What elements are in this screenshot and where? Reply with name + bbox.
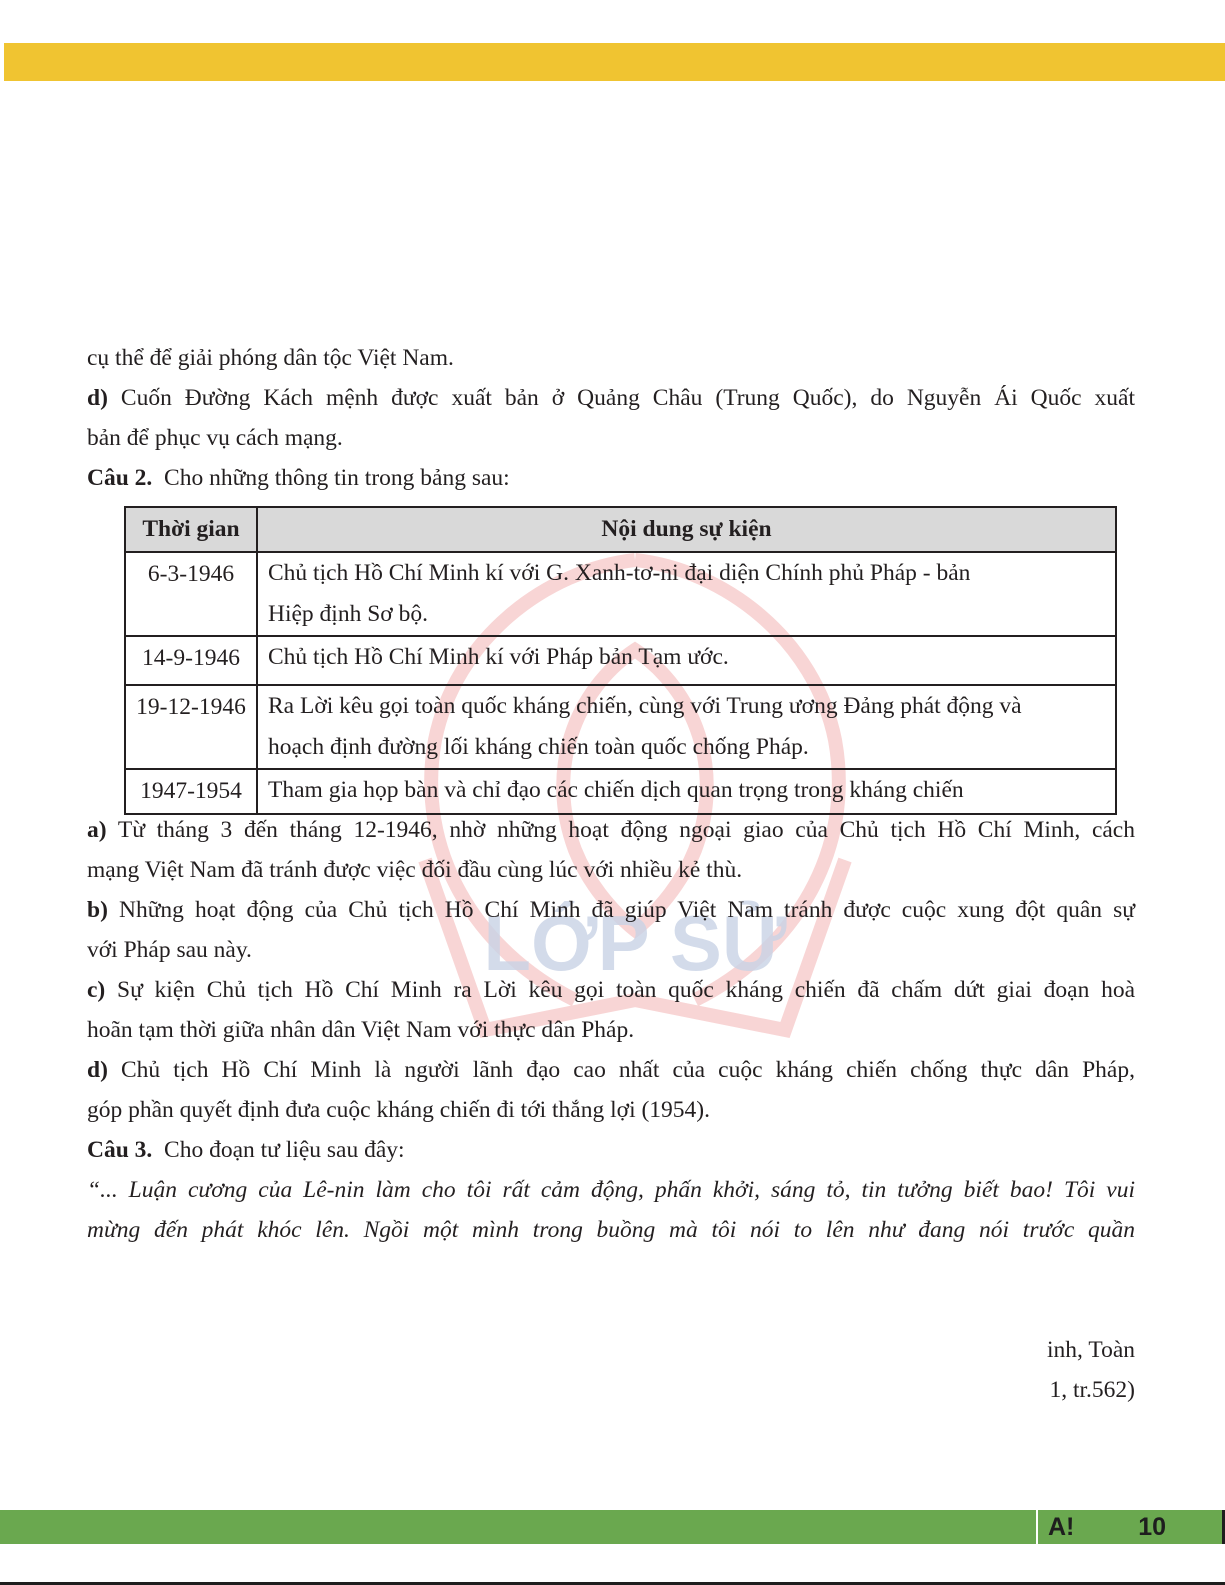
row-content: Ra Lời kêu gọi toàn quốc kháng chiến, cùng với Trung ương Đảng phát động và hoạch định đường lối kháng chiến toàn quốc chống Pháp.	[257, 685, 1116, 769]
question-label: Câu 3.	[87, 1137, 153, 1163]
question-2-heading: Câu 2. Cho những thông tin trong bảng sau:	[87, 465, 510, 491]
option-label: d)	[87, 1057, 108, 1083]
option-d-line2: góp phần quyết định đưa cuộc kháng chiến đi tới thắng lợi (1954).	[87, 1097, 711, 1123]
row-date: 1947-1954	[125, 769, 257, 814]
option-b-line1: b) Những hoạt động của Chủ tịch Hồ Chí Minh đã giúp Việt Nam tránh được cuộc xung đột quân sự	[87, 897, 1135, 923]
quote-line2: mừng đến phát khóc lên. Ngồi một mình trong buồng mà tôi nói to lên như đang nói trước quần	[87, 1217, 1135, 1243]
row-content: Chủ tịch Hồ Chí Minh kí với G. Xanh-tơ-ni đại diện Chính phủ Pháp - bản Hiệp định Sơ bộ.	[257, 552, 1116, 636]
option-a-line1: a) Từ tháng 3 đến tháng 12-1946, nhờ những hoạt động ngoại giao của Chủ tịch Hồ Chí Minh, cách	[87, 817, 1135, 843]
option-d-line1: d) Chủ tịch Hồ Chí Minh là người lãnh đạo cao nhất của cuộc kháng chiến chống thực dân Pháp,	[87, 1057, 1135, 1083]
column-header-content: Nội dung sự kiện	[257, 507, 1116, 552]
row-date: 6-3-1946	[125, 552, 257, 636]
question-label: Câu 2.	[87, 465, 153, 491]
events-table	[124, 506, 1117, 815]
page-number: 10	[1138, 1513, 1166, 1541]
option-c-line2: hoãn tạm thời giữa nhân dân Việt Nam với thực dân Pháp.	[87, 1017, 635, 1043]
table-row	[125, 685, 1116, 769]
option-label: c)	[87, 977, 106, 1003]
option-c-line1: c) Sự kiện Chủ tịch Hồ Chí Minh ra Lời kêu gọi toàn quốc kháng chiến đã chấm dứt giai đoạn hoà	[87, 977, 1136, 1003]
source-line1: inh, Toàn	[1047, 1337, 1135, 1363]
source-line2: 1, tr.562)	[1049, 1377, 1135, 1403]
row-date: 14-9-1946	[125, 636, 257, 685]
option-b-line2: với Pháp sau này.	[87, 937, 252, 963]
row-content: Chủ tịch Hồ Chí Minh kí với Pháp bản Tạm ước.	[257, 636, 1116, 685]
row-date: 19-12-1946	[125, 685, 257, 769]
quote-line1: “... Luận cương của Lê-nin làm cho tôi rất cảm động, phấn khởi, sáng tỏ, tin tưởng biết bao! Tôi vui	[87, 1177, 1135, 1203]
table-row	[125, 636, 1116, 685]
row-content: Tham gia họp bàn và chỉ đạo các chiến dịch quan trọng trong kháng chiến	[257, 769, 1116, 814]
intro-line: cụ thể để giải phóng dân tộc Việt Nam.	[87, 345, 454, 371]
footer-mark: A!	[1048, 1513, 1075, 1541]
column-header-time: Thời gian	[125, 507, 257, 552]
option-label: d)	[87, 385, 108, 411]
option-a-line2: mạng Việt Nam đã tránh được việc đối đầu cùng lúc với nhiều kẻ thù.	[87, 857, 743, 883]
table-row	[125, 552, 1116, 636]
intro-option-d-line2: bản để phục vụ cách mạng.	[87, 425, 343, 451]
header-bar	[4, 43, 1225, 81]
option-label: b)	[87, 897, 108, 923]
table-header-row	[125, 507, 1116, 552]
page-badge	[1038, 1510, 1168, 1544]
watermark-text: LỚP SỬ	[483, 899, 787, 987]
question-3-heading: Câu 3. Cho đoạn tư liệu sau đây:	[87, 1137, 405, 1163]
option-label: a)	[87, 817, 107, 843]
intro-option-d-line1: d) Cuốn Đường Kách mệnh được xuất bản ở Quảng Châu (Trung Quốc), do Nguyễn Ái Quốc xuất	[87, 385, 1136, 411]
table-row	[125, 769, 1116, 814]
